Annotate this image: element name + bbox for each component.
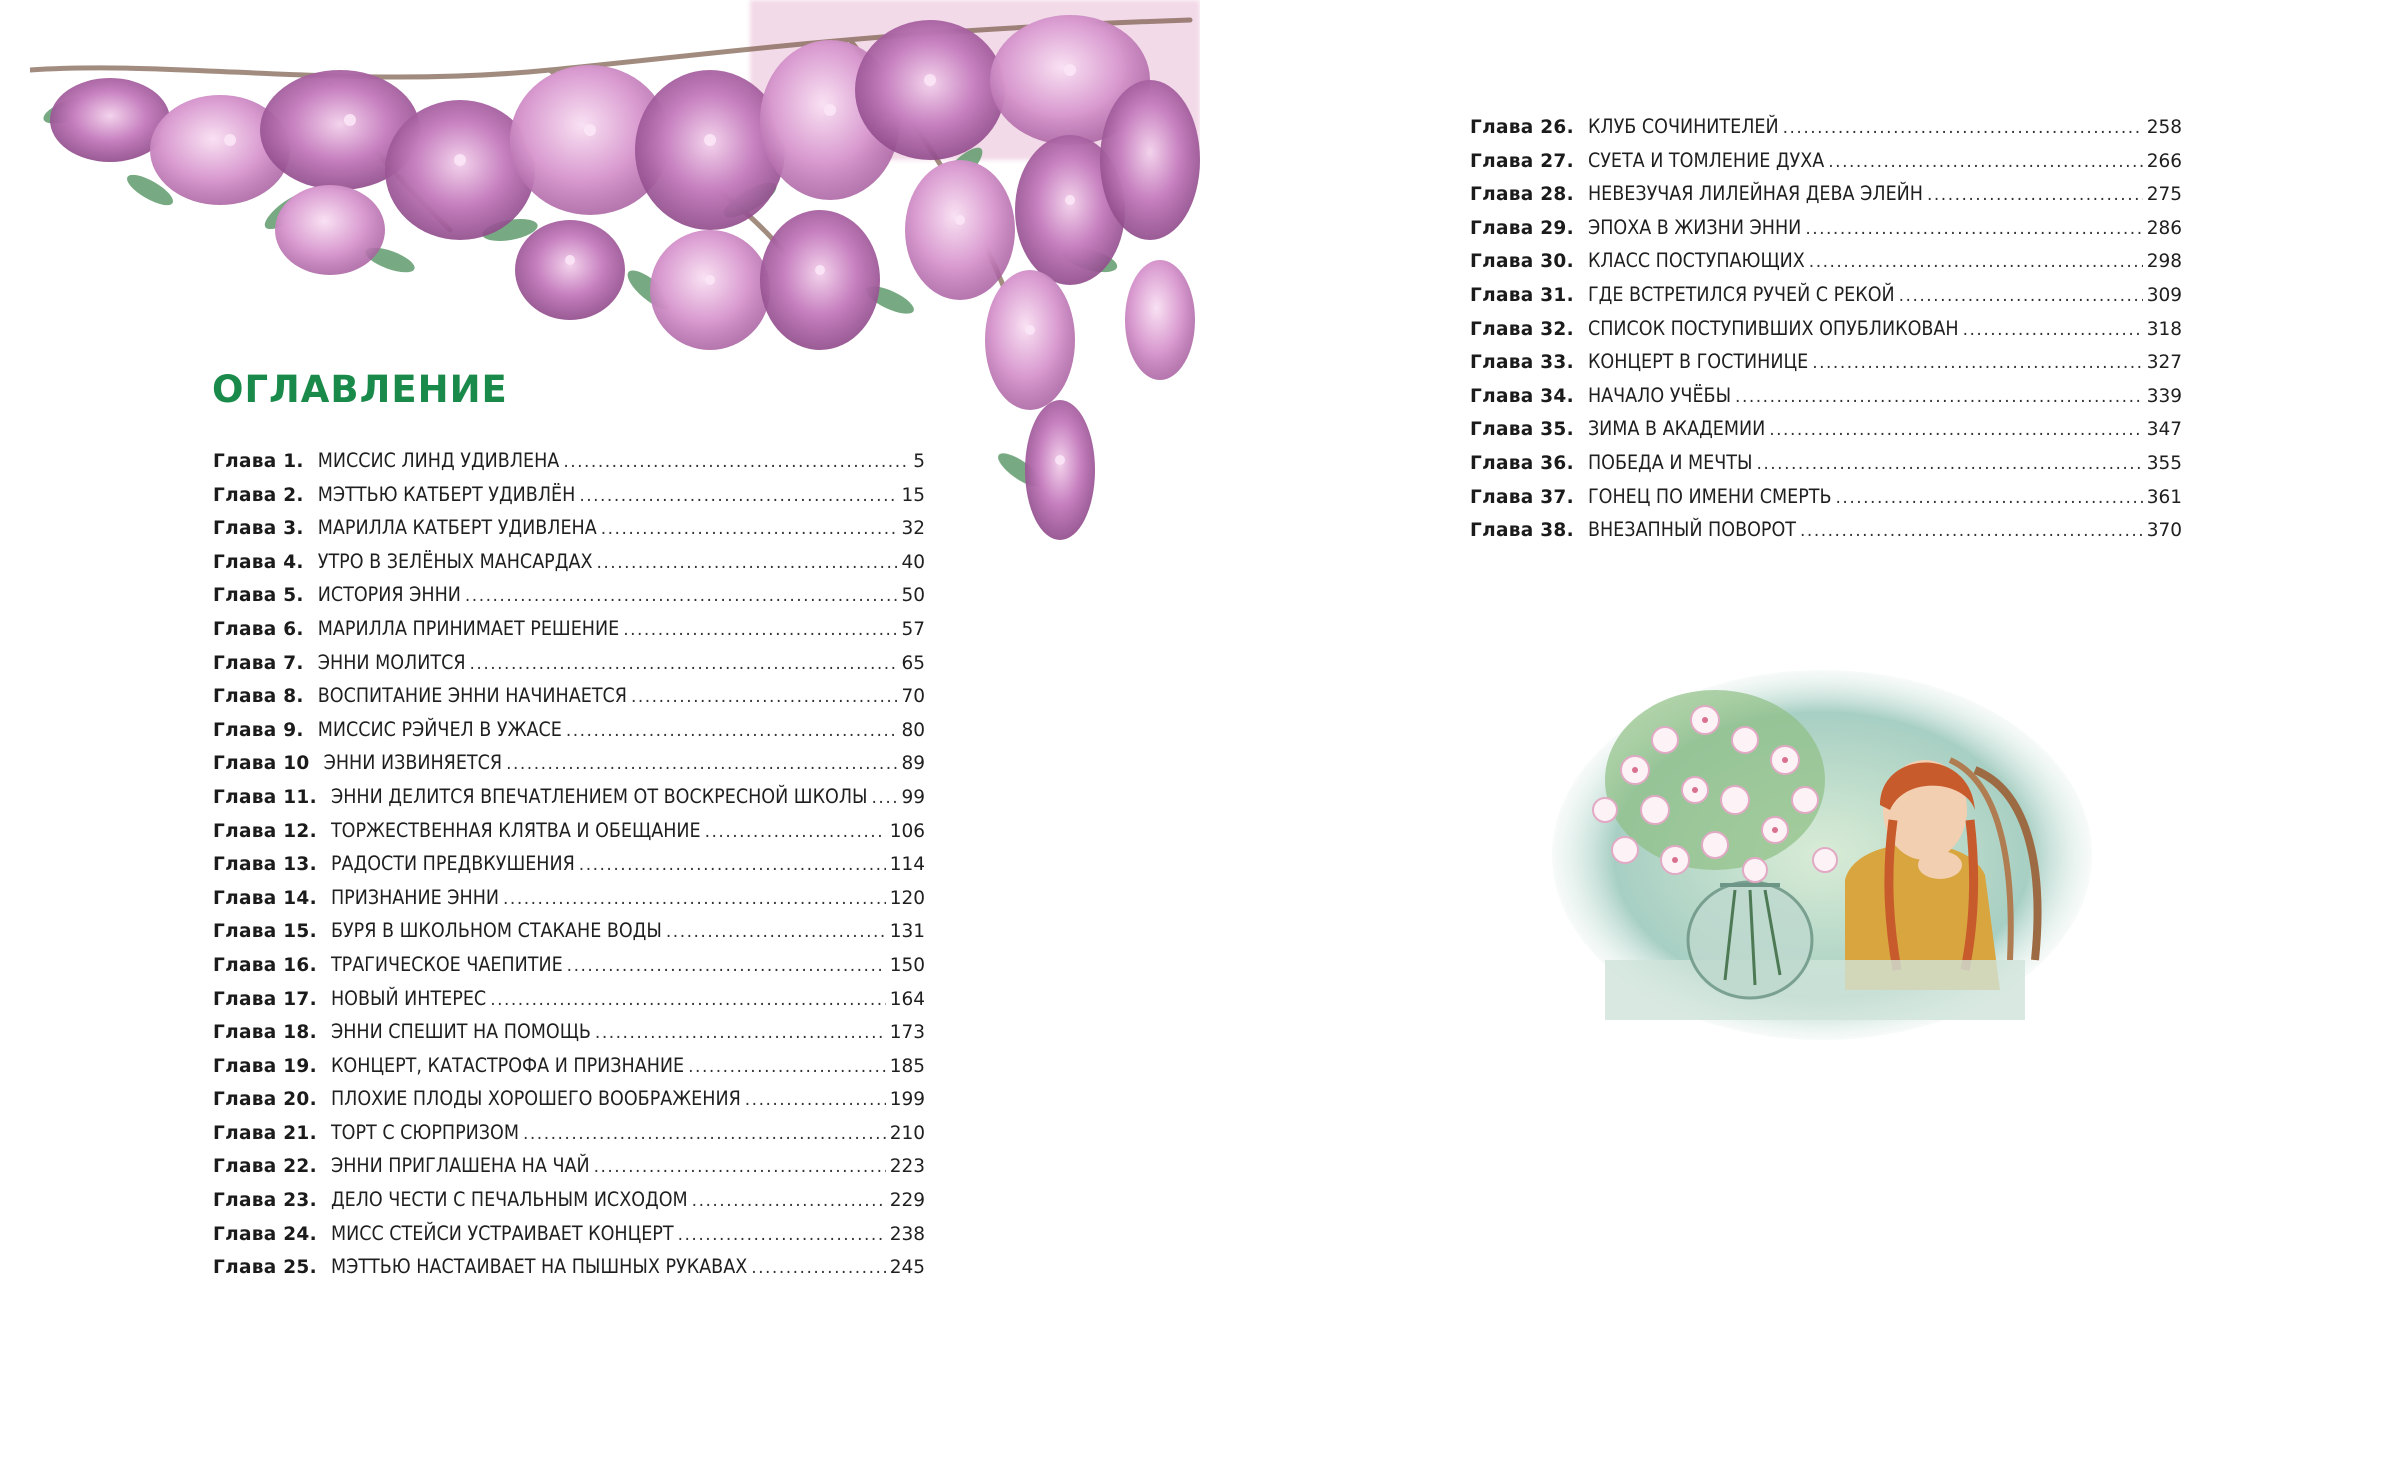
chapter-title: ПЛОХИЕ ПЛОДЫ ХОРОШЕГО ВООБРАЖЕНИЯ: [330, 1087, 741, 1111]
chapter-label: Глава 21.: [213, 1122, 317, 1144]
chapter-page-number: 5: [913, 451, 925, 472]
chapter-page-number: 99: [901, 786, 925, 808]
toc-entry[interactable]: [213, 545, 925, 579]
chapter-label: Глава 23.: [213, 1190, 317, 1212]
chapter-label: Глава 12.: [213, 820, 317, 842]
chapter-page-number: 318: [2146, 318, 2182, 340]
dot-leader: [597, 547, 898, 581]
chapter-page-number: 15: [901, 484, 925, 506]
chapter-label: Глава 7.: [213, 652, 304, 674]
chapter-label: Глава 10: [213, 753, 310, 775]
chapter-page-number: 185: [889, 1055, 925, 1077]
chapter-label: Глава 3.: [213, 518, 304, 540]
chapter-label: Глава 2.: [213, 484, 304, 506]
toc-entry[interactable]: [1470, 446, 2182, 480]
chapter-title: ЭННИ ИЗВИНЯЕТСЯ: [323, 751, 503, 775]
chapter-label: Глава 25.: [213, 1257, 317, 1279]
chapter-title: МЭТТЬЮ НАСТАИВАЕТ НА ПЫШНЫХ РУКАВАХ: [330, 1255, 748, 1279]
chapter-label: Глава 14.: [213, 887, 317, 909]
chapter-label: Глава 36.: [1470, 452, 1574, 474]
dot-leader: [567, 950, 886, 984]
toc-entry[interactable]: [1470, 312, 2182, 346]
chapter-label: Глава 22.: [213, 1156, 317, 1178]
dot-leader: [523, 1118, 886, 1152]
dot-leader: [503, 883, 886, 917]
chapter-label: Глава 34.: [1470, 385, 1574, 407]
chapter-label: Глава 28.: [1470, 184, 1574, 206]
chapter-label: Глава 13.: [213, 854, 317, 876]
chapter-page-number: 298: [2146, 251, 2182, 273]
dot-leader: [872, 782, 898, 816]
chapter-page-number: 120: [889, 887, 925, 909]
chapter-label: Глава 33.: [1470, 352, 1574, 374]
toc-entry[interactable]: [213, 780, 925, 814]
toc-entry[interactable]: [213, 578, 925, 612]
chapter-label: Глава 35.: [1470, 419, 1574, 441]
chapter-page-number: 238: [889, 1223, 925, 1245]
toc-entry[interactable]: [1470, 513, 2182, 547]
chapter-label: Глава 30.: [1470, 251, 1574, 273]
toc-entry[interactable]: [213, 814, 925, 848]
toc-entry[interactable]: [213, 1183, 925, 1217]
chapter-page-number: 150: [889, 954, 925, 976]
chapter-page-number: 370: [2146, 520, 2182, 542]
dot-leader: [490, 984, 886, 1018]
chapter-page-number: 131: [889, 921, 925, 943]
dot-leader: [566, 715, 898, 749]
toc-entry[interactable]: [1470, 480, 2182, 514]
chapter-page-number: 65: [901, 652, 925, 674]
dot-leader: [705, 816, 886, 850]
chapter-title: НЕВЕЗУЧАЯ ЛИЛЕЙНАЯ ДЕВА ЭЛЕЙН: [1587, 182, 1923, 206]
chapter-page-number: 339: [2146, 385, 2182, 407]
chapter-label: Глава 24.: [213, 1223, 317, 1245]
toc-entry[interactable]: [213, 1217, 925, 1251]
chapter-page-number: 245: [889, 1257, 925, 1279]
chapter-title: КЛАСС ПОСТУПАЮЩИХ: [1587, 249, 1805, 273]
toc-entry[interactable]: [1470, 278, 2182, 312]
chapter-page-number: 223: [889, 1156, 925, 1178]
chapter-label: Глава 16.: [213, 954, 317, 976]
chapter-title: НАЧАЛО УЧЁБЫ: [1587, 383, 1732, 407]
dot-leader: [1828, 146, 2142, 180]
chapter-label: Глава 15.: [213, 921, 317, 943]
toc-entry[interactable]: [213, 881, 925, 915]
chapter-label: Глава 11.: [213, 786, 317, 808]
toc-entry[interactable]: [213, 1015, 925, 1049]
dot-leader: [1927, 179, 2143, 213]
toc-entry[interactable]: [1470, 211, 2182, 245]
toc-entry[interactable]: [213, 914, 925, 948]
chapter-title: ЗИМА В АКАДЕМИИ: [1587, 417, 1766, 441]
chapter-page-number: 114: [889, 854, 925, 876]
dot-leader: [1809, 246, 2143, 280]
toc-entry[interactable]: [213, 679, 925, 713]
dot-leader: [1963, 314, 2143, 348]
toc-left-column: [213, 444, 925, 1284]
chapter-page-number: 361: [2146, 486, 2182, 508]
girl-with-blossoms-illustration: [1545, 660, 2100, 1050]
chapter-title: ПОБЕДА И МЕЧТЫ: [1587, 450, 1753, 474]
chapter-page-number: 266: [2146, 150, 2182, 172]
chapter-title: ГДЕ ВСТРЕТИЛСЯ РУЧЕЙ С РЕКОЙ: [1587, 282, 1895, 306]
dot-leader: [594, 1151, 886, 1185]
toc-entry[interactable]: [1470, 244, 2182, 278]
chapter-label: Глава 5.: [213, 585, 304, 607]
chapter-label: Глава 32.: [1470, 318, 1574, 340]
chapter-label: Глава 29.: [1470, 217, 1574, 239]
dot-leader: [1899, 280, 2143, 314]
chapter-page-number: 50: [901, 585, 925, 607]
chapter-page-number: 355: [2146, 452, 2182, 474]
chapter-title: БУРЯ В ШКОЛЬНОМ СТАКАНЕ ВОДЫ: [330, 919, 662, 943]
chapter-title: МИССИС РЭЙЧЕЛ В УЖАСЕ: [317, 717, 562, 741]
chapter-title: КЛУБ СОЧИНИТЕЛЕЙ: [1587, 115, 1779, 138]
chapter-title: МИССИС ЛИНД УДИВЛЕНА: [317, 449, 560, 472]
toc-entry[interactable]: [213, 1149, 925, 1183]
chapter-label: Глава 19.: [213, 1055, 317, 1077]
chapter-title: ЭННИ МОЛИТСЯ: [317, 650, 466, 674]
chapter-title: ВНЕЗАПНЫЙ ПОВОРОТ: [1587, 518, 1797, 542]
toc-right-column: [1470, 110, 2182, 547]
dot-leader: [1735, 381, 2143, 415]
chapter-title: ТОРЖЕСТВЕННАЯ КЛЯТВА И ОБЕЩАНИЕ: [330, 818, 701, 842]
chapter-label: Глава 27.: [1470, 150, 1574, 172]
toc-entry[interactable]: [213, 1250, 925, 1284]
chapter-page-number: 173: [889, 1022, 925, 1044]
chapter-label: Глава 1.: [213, 451, 304, 472]
chapter-label: Глава 20.: [213, 1089, 317, 1111]
dot-leader: [465, 580, 898, 614]
dot-leader: [1769, 414, 2142, 448]
chapter-title: ЭННИ СПЕШИТ НА ПОМОЩЬ: [330, 1020, 591, 1044]
chapter-page-number: 258: [2146, 117, 2182, 138]
dot-leader: [692, 1185, 886, 1219]
chapter-title: НОВЫЙ ИНТЕРЕС: [330, 986, 487, 1010]
chapter-label: Глава 17.: [213, 988, 317, 1010]
chapter-title: ЭННИ ПРИГЛАШЕНА НА ЧАЙ: [330, 1154, 590, 1178]
chapter-label: Глава 6.: [213, 618, 304, 640]
dot-leader: [666, 916, 886, 950]
toc-entry[interactable]: [213, 612, 925, 646]
toc-entry[interactable]: [213, 511, 925, 545]
dot-leader: [1805, 213, 2142, 247]
toc-entry[interactable]: [213, 1049, 925, 1083]
dot-leader: [563, 446, 909, 480]
chapter-page-number: 70: [901, 686, 925, 708]
dot-leader: [678, 1219, 886, 1253]
toc-entry[interactable]: [213, 1082, 925, 1116]
chapter-label: Глава 26.: [1470, 117, 1574, 138]
toc-entry[interactable]: [213, 948, 925, 982]
toc-entry[interactable]: [213, 646, 925, 680]
chapter-page-number: 327: [2146, 352, 2182, 374]
chapter-title: КОНЦЕРТ, КАТАСТРОФА И ПРИЗНАНИЕ: [330, 1053, 685, 1077]
chapter-title: МАРИЛЛА КАТБЕРТ УДИВЛЕНА: [317, 516, 597, 540]
chapter-title: ГОНЕЦ ПО ИМЕНИ СМЕРТЬ: [1587, 484, 1832, 508]
dot-leader: [579, 480, 897, 514]
toc-entry[interactable]: [1470, 345, 2182, 379]
chapter-label: Глава 18.: [213, 1022, 317, 1044]
chapter-title: РАДОСТИ ПРЕДВКУШЕНИЯ: [330, 852, 575, 876]
chapter-label: Глава 4.: [213, 551, 304, 573]
chapter-page-number: 199: [889, 1089, 925, 1111]
dot-leader: [1783, 112, 2143, 146]
chapter-page-number: 32: [901, 518, 925, 540]
toc-heading: ОГЛАВЛЕНИЕ: [212, 368, 508, 411]
chapter-title: ЭПОХА В ЖИЗНИ ЭННИ: [1587, 215, 1802, 239]
dot-leader: [579, 849, 886, 883]
chapter-page-number: 164: [889, 988, 925, 1010]
chapter-page-number: 89: [901, 753, 925, 775]
toc-entry[interactable]: [1470, 412, 2182, 446]
dot-leader: [470, 648, 898, 682]
chapter-label: Глава 9.: [213, 719, 304, 741]
chapter-page-number: 286: [2146, 217, 2182, 239]
chapter-label: Глава 8.: [213, 686, 304, 708]
chapter-title: ИСТОРИЯ ЭННИ: [317, 583, 461, 607]
chapter-page-number: 275: [2146, 184, 2182, 206]
dot-leader: [1756, 448, 2142, 482]
dot-leader: [688, 1051, 886, 1085]
chapter-label: Глава 37.: [1470, 486, 1574, 508]
chapter-label: Глава 31.: [1470, 284, 1574, 306]
chapter-page-number: 210: [889, 1122, 925, 1144]
dot-leader: [1812, 347, 2142, 381]
chapter-title: ДЕЛО ЧЕСТИ С ПЕЧАЛЬНЫМ ИСХОДОМ: [330, 1188, 688, 1212]
chapter-title: МЭТТЬЮ КАТБЕРТ УДИВЛЁН: [317, 482, 576, 506]
chapter-page-number: 57: [901, 618, 925, 640]
chapter-title: ВОСПИТАНИЕ ЭННИ НАЧИНАЕТСЯ: [317, 684, 627, 708]
dot-leader: [1836, 482, 2143, 516]
chapter-title: МИСС СТЕЙСИ УСТРАИВАЕТ КОНЦЕРТ: [330, 1221, 674, 1245]
chapter-title: УТРО В ЗЕЛЁНЫХ МАНСАРДАХ: [317, 549, 593, 573]
toc-entry[interactable]: [213, 746, 925, 780]
toc-entry[interactable]: [213, 478, 925, 512]
chapter-page-number: 106: [889, 820, 925, 842]
dot-leader: [506, 748, 897, 782]
toc-entry[interactable]: [213, 444, 925, 478]
toc-entry[interactable]: [213, 1116, 925, 1150]
toc-entry[interactable]: [1470, 379, 2182, 413]
chapter-page-number: 40: [901, 551, 925, 573]
dot-leader: [595, 1017, 886, 1051]
chapter-page-number: 347: [2146, 419, 2182, 441]
chapter-title: МАРИЛЛА ПРИНИМАЕТ РЕШЕНИЕ: [317, 616, 620, 640]
dot-leader: [623, 614, 897, 648]
toc-entry[interactable]: [1470, 144, 2182, 178]
chapter-page-number: 80: [901, 719, 925, 741]
chapter-title: ЭННИ ДЕЛИТСЯ ВПЕЧАТЛЕНИЕМ ОТ ВОСКРЕСНОЙ ШКОЛЫ: [330, 784, 868, 808]
dot-leader: [745, 1084, 886, 1118]
dot-leader: [601, 513, 898, 547]
toc-entry[interactable]: [213, 713, 925, 747]
toc-entry[interactable]: [1470, 110, 2182, 144]
chapter-title: КОНЦЕРТ В ГОСТИНИЦЕ: [1587, 350, 1809, 374]
toc-entry[interactable]: [1470, 177, 2182, 211]
dot-leader: [1800, 515, 2143, 549]
dot-leader: [631, 681, 897, 715]
chapter-page-number: 229: [889, 1190, 925, 1212]
toc-entry[interactable]: [213, 847, 925, 881]
chapter-title: СУЕТА И ТОМЛЕНИЕ ДУХА: [1587, 148, 1825, 172]
chapter-label: Глава 38.: [1470, 520, 1574, 542]
chapter-title: ТРАГИЧЕСКОЕ ЧАЕПИТИЕ: [330, 952, 563, 976]
dot-leader: [751, 1252, 885, 1286]
chapter-title: СПИСОК ПОСТУПИВШИХ ОПУБЛИКОВАН: [1587, 316, 1959, 340]
chapter-page-number: 309: [2146, 284, 2182, 306]
toc-entry[interactable]: [213, 982, 925, 1016]
chapter-title: ПРИЗНАНИЕ ЭННИ: [330, 885, 500, 909]
chapter-title: ТОРТ С СЮРПРИЗОМ: [330, 1120, 519, 1144]
